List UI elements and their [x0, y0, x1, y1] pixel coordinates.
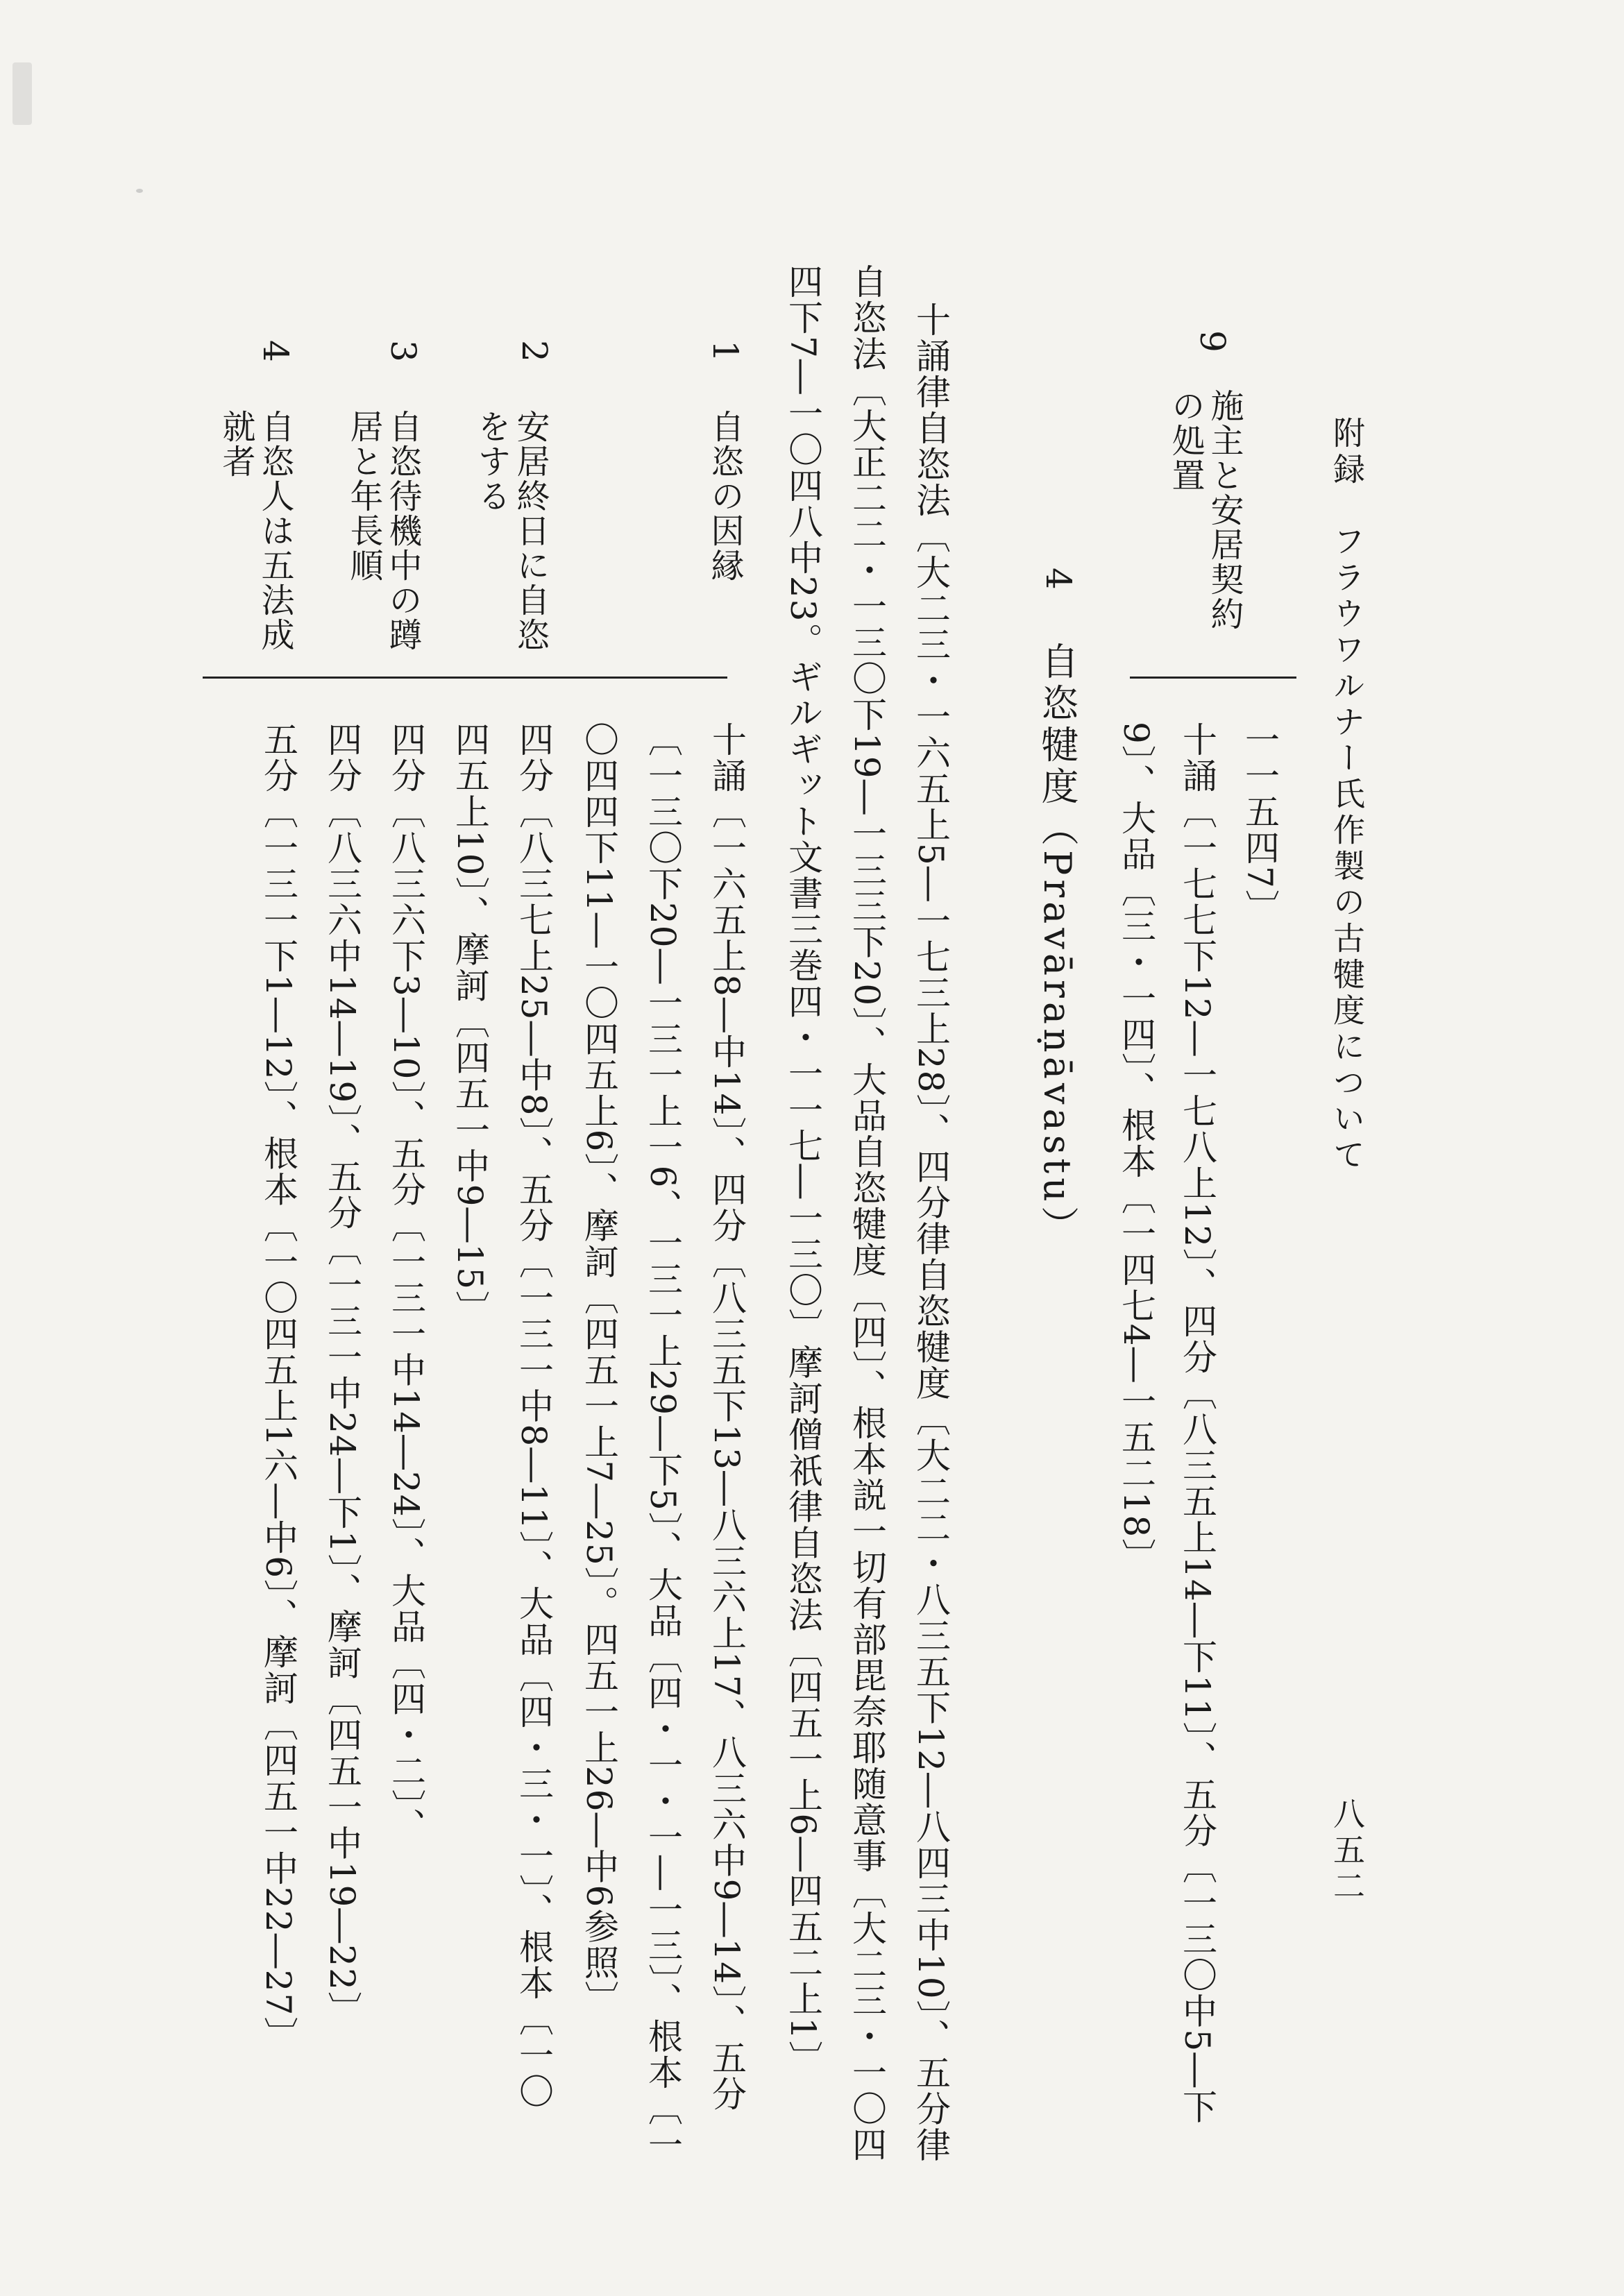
section9-line2: 十誦〔一七七下12―一七八上12〕、四分〔八三五上14―下11〕、五分〔一三〇中5―下 — [1177, 722, 1217, 2125]
item2-line2: 四五上10〕、摩訶〔四五一中9―15〕 — [450, 722, 490, 1327]
section4-number: 4 — [1038, 568, 1079, 590]
section9-line3: 9〕、大品〔三・一四〕、根本〔一四七4―一五二18〕 — [1116, 722, 1156, 1575]
item4-line1: 五分〔一三一下1―12〕、根本〔一〇四五上1六―中6〕、摩訶〔四五一中22―27〕 — [258, 722, 298, 2053]
item1-line1: 十誦〔一六五上8―中14〕、四分〔八三五下13―八三六上17、八三六中9―14〕、五分 — [707, 722, 747, 2113]
section9-divider — [1130, 677, 1296, 679]
intro-line3: 四下7―一〇四八中23。ギルギット文書三巻四・一一七―一三〇〕摩訶僧祇律自恣法〔四五一上6―四五二上1〕 — [783, 264, 823, 2077]
item1-number: 1 — [705, 340, 745, 362]
item3-line2: 四分〔八三六中14―19〕、五分〔一三一中24―下1〕、摩訶〔四五一中19―22〕 — [322, 722, 362, 2027]
item2-line1: 四分〔八三七上25―中8〕、五分〔一三一中8―11〕、大品〔四・三・一〕、根本〔一〇 — [514, 722, 554, 2109]
intro-line2: 自恣法〔大正二二・一三〇下19―一三三下20〕、大品自恣犍度〔四〕、根本説一切有部毘奈耶随意事〔大二三・一〇四 — [847, 264, 887, 2163]
scan-speck — [12, 62, 32, 125]
section4-title: 自恣犍度（Pravāraṇāvastu） — [1035, 642, 1079, 1248]
item1-line3: 〇四四下11―一〇四五上6〕、摩訶〔四五一上7―25〕。四五一上26―中6参照〕 — [579, 722, 619, 2017]
item1-label: 自恣の因縁 — [705, 409, 744, 583]
item3-label: 自恣待機中の蹲 居と年長順 — [344, 409, 422, 652]
item2-label: 安居終日に自恣 をする — [472, 409, 550, 652]
section9-number: 9 — [1192, 330, 1233, 352]
item4-number: 4 — [255, 340, 296, 362]
intro-line1: 十誦律自恣法〔大二三・一六五上5―一七三上28〕、四分律自恣犍度〔大二二・八三五下12―八四三中10〕、五分律 — [911, 302, 951, 2163]
page-number: 八五二 — [1328, 1797, 1366, 1905]
scan-speck — [136, 189, 143, 193]
running-title: 附録 フラウワルナー氏作製の古犍度について — [1328, 416, 1366, 1174]
section9-label: 施主と安居契約 の処置 — [1166, 389, 1244, 631]
items-divider — [203, 677, 727, 679]
item2-number: 2 — [514, 340, 555, 362]
item3-line1: 四分〔八三六下3―10〕、五分〔一三一中14―24〕、大品〔四・二〕、 — [386, 722, 426, 1844]
item4-label: 自恣人は五法成 就者 — [217, 409, 294, 652]
item3-number: 3 — [383, 340, 423, 362]
item1-line2: 〔一三〇下20―一三一上一6、一三一上29―下5〕、大品〔四・一・一―一三〕、根本〔一 — [643, 722, 683, 2163]
section9-line1: 一一五四7〕 — [1240, 722, 1280, 926]
